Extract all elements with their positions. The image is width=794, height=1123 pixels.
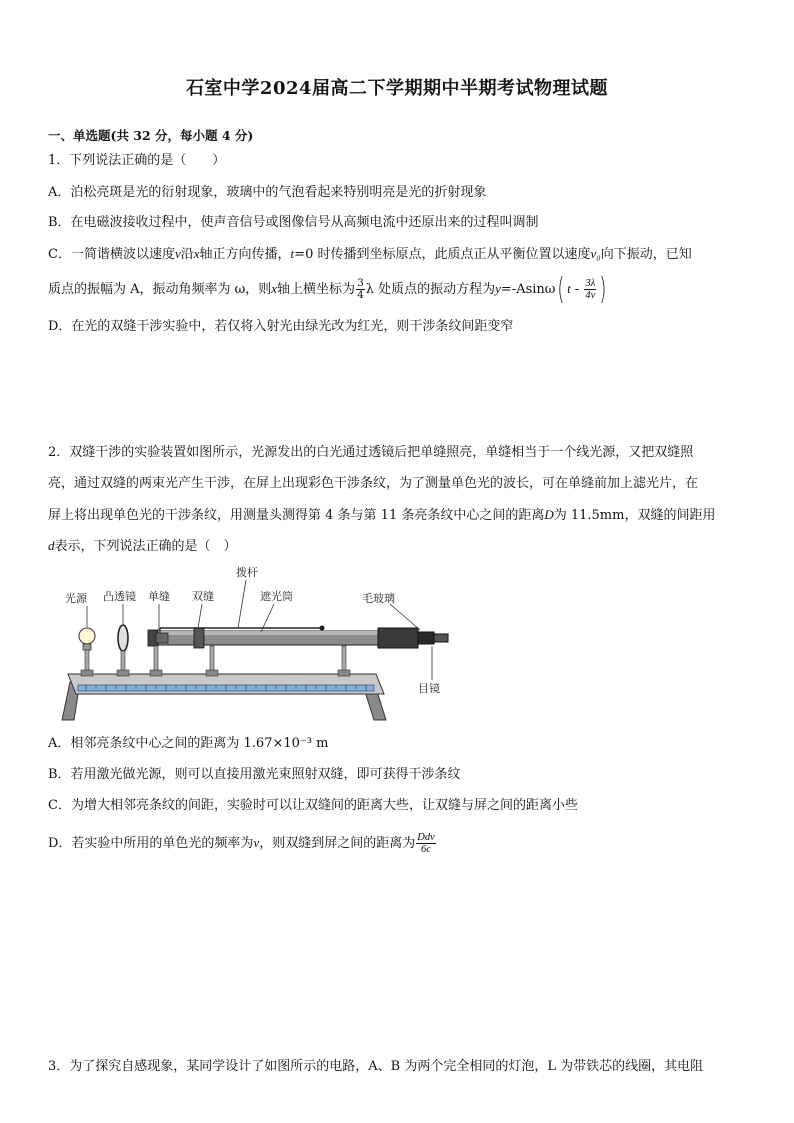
bulb-mount — [81, 670, 93, 676]
single-slit — [156, 633, 168, 643]
q1-option-b: B．在电磁波接收过程中，使声音信号或图像信号从高频电流中还原出来的过程叫调制 — [48, 215, 539, 230]
text: =-Asinω — [500, 282, 556, 297]
label-eyepiece: 目镜 — [418, 682, 440, 695]
var-y: y — [495, 281, 501, 296]
text: ，则双缝到屏之间的距离为 — [259, 836, 416, 851]
var-nu: ν — [253, 835, 260, 850]
q2-stem-line1: 2．双缝干涉的实验装置如图所示，光源发出的白光通过透镜后把单缝照亮，单缝相当于一个线光源，又把双缝照 — [48, 445, 694, 460]
q1-option-a: A．泊松亮斑是光的衍射现象，玻璃中的气泡看起来特别明亮是光的折射现象 — [48, 185, 487, 200]
tube-highlight — [152, 631, 380, 635]
bulb-icon — [79, 628, 95, 644]
text: 向下振动，已知 — [600, 247, 692, 262]
q2-stem-line3 — [48, 506, 715, 525]
q2-stem-line2: 亮，通过双缝的两束光产生干涉，在屏上出现彩色干涉条纹，为了测量单色光的波长，可在单缝前加上滤光片，在 — [48, 476, 699, 491]
eyepiece-icon — [434, 634, 448, 642]
exam-title: 石室中学2024届高二下学期期中半期考试物理试题 — [185, 78, 609, 99]
label-single-slit: 单缝 — [148, 590, 170, 603]
text: C．一简谐横波以速度 — [48, 247, 175, 262]
q1-option-c-line1 — [48, 245, 692, 264]
text: 轴上横坐标为 — [277, 282, 356, 297]
tube-mount-1 — [150, 670, 162, 676]
text: 为 11.5mm，双缝的间距用 — [553, 508, 716, 523]
var-t: t — [567, 281, 571, 296]
measuring-head — [378, 628, 418, 648]
q2-option-b: B．若用激光做光源，则可以直接用激光束照射双缝，即可获得干涉条纹 — [48, 767, 461, 782]
label-shade-tube: 遮光筒 — [260, 590, 293, 603]
text: 沿 — [180, 247, 194, 262]
label-double-slit: 双缝 — [192, 590, 214, 603]
double-slit — [194, 628, 204, 648]
var-D: D — [544, 507, 554, 522]
label-light-source: 光源 — [65, 592, 87, 605]
label-lever: 拨杆 — [236, 566, 258, 579]
q1-stem: 1．下列说法正确的是（ ） — [48, 153, 226, 168]
bulb-socket — [83, 644, 91, 650]
frac-den: 6c — [421, 844, 431, 855]
minus: - — [570, 282, 584, 297]
q2-option-d — [48, 826, 437, 861]
text: 轴正方向传播， — [199, 247, 291, 262]
text: 表示，下列说法正确的是（ ） — [54, 539, 237, 554]
q1-option-c-line2 — [48, 272, 609, 307]
var-v: v — [174, 246, 181, 261]
tube-mount-3 — [338, 670, 350, 676]
q3-stem-line1: 3．为了探究自感现象，某同学设计了如图所示的电路，A、B 为两个完全相同的灯泡，L 为带铁芯的线圈，其电阻 — [48, 1059, 704, 1074]
convex-lens-icon — [118, 625, 128, 651]
eyepiece-barrel — [418, 632, 434, 644]
fraction-3lambda-4v — [584, 278, 596, 301]
fraction-3-4 — [356, 278, 365, 301]
var-x: x — [193, 246, 200, 261]
q2-option-a: A．相邻亮条纹中心之间的距离为 1.67×10⁻³ m — [48, 736, 329, 751]
left-paren: ( — [557, 271, 565, 307]
frac-num: 3 — [357, 277, 364, 289]
frac-den: 4v — [585, 290, 596, 301]
frac-num: 3λ — [585, 278, 596, 289]
frac-num: Ddν — [417, 832, 435, 843]
tube-mount-2 — [206, 670, 218, 676]
section-heading: 一、单选题(共 32 分，每小题 4 分) — [48, 128, 254, 143]
label-convex-lens: 凸透镜 — [103, 590, 136, 603]
text: 屏上将出现单色光的干涉条纹，用测量头测得第 4 条与第 11 条亮条纹中心之间的距离 — [48, 508, 545, 523]
lens-mount — [117, 670, 129, 676]
frac-den: 4 — [357, 289, 364, 301]
label-ground-glass: 毛玻璃 — [362, 592, 395, 605]
var-v0: v₀ — [590, 246, 601, 261]
double-slit-apparatus-figure — [56, 560, 476, 725]
text: D．若实验中所用的单色光的频率为 — [48, 836, 254, 851]
var-t: t — [290, 246, 295, 261]
q2-stem-line4 — [48, 537, 237, 556]
fraction-answer — [416, 832, 436, 855]
var-x: x — [271, 281, 278, 296]
q2-option-c: C．为增大相邻亮条纹的间距，实验时可以让双缝间的距离大些，让双缝与屏之间的距离小些 — [48, 798, 578, 813]
lever-knob — [320, 626, 325, 631]
text: =0 时传播到坐标原点，此质点正从平衡位置以速度 — [294, 247, 591, 262]
text: 质点的振幅为 A，振动角频率为 ω，则 — [48, 282, 272, 297]
right-paren: ) — [599, 271, 607, 307]
q1-option-d: D．在光的双缝干涉实验中，若仅将入射光由绿光改为红光，则干涉条纹间距变窄 — [48, 319, 514, 334]
text: λ 处质点的振动方程为 — [365, 282, 496, 297]
var-d: d — [48, 538, 55, 553]
